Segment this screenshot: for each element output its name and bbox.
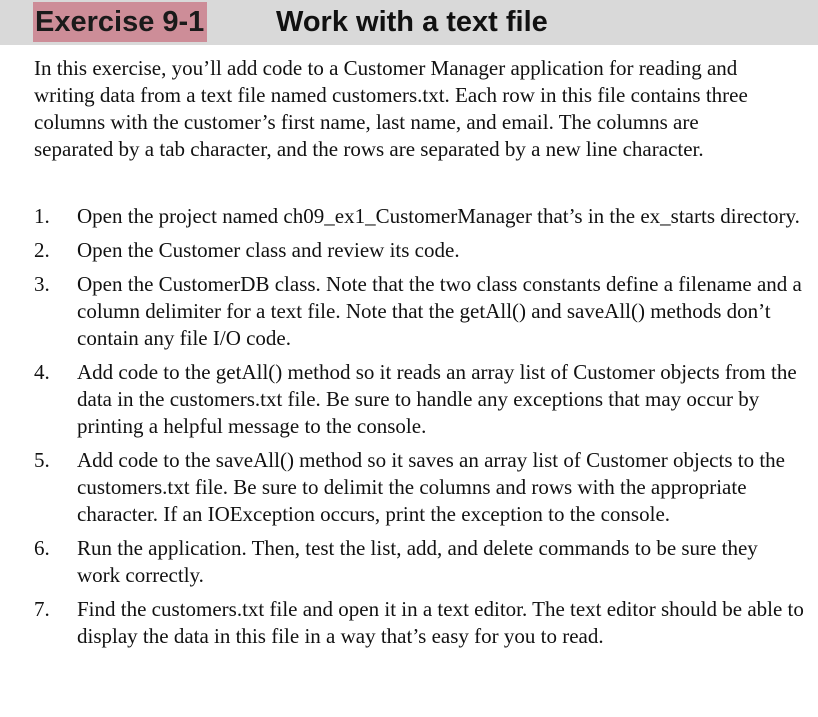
step-text: Open the project named ch09_ex1_CustomerManager that’s in the ex_starts directory. [77, 204, 800, 228]
list-item [34, 596, 804, 650]
step-number: 6. [34, 536, 50, 560]
step-number: 7. [34, 597, 50, 621]
step-text: Open the CustomerDB class. Note that the two class constants define a filename and a column delimiter for a text file. Note that the getAll() and saveAll() methods don’t contain any file I/O code. [77, 272, 802, 350]
step-text: Run the application. Then, test the list, add, and delete commands to be sure they work correctly. [77, 536, 758, 587]
step-text: Add code to the saveAll() method so it saves an array list of Customer objects to the customers.txt file. Be sure to delimit the columns and rows with the appropriate character. If an IOException occurs, print the exception to the console. [77, 448, 786, 526]
step-number: 3. [34, 272, 50, 296]
exercise-number: Exercise 9-1 [33, 2, 207, 42]
step-number: 1. [34, 204, 50, 228]
steps-list [34, 203, 804, 657]
step-number: 5. [34, 448, 50, 472]
step-text: Find the customers.txt file and open it in a text editor. The text editor should be able to display the data in this file in a way that’s easy for you to read. [77, 597, 804, 648]
step-text: Add code to the getAll() method so it reads an array list of Customer objects from the data in the customers.txt file. Be sure to handle any exceptions that may occur by printing a helpful message to the console. [77, 360, 797, 438]
list-item [34, 237, 804, 264]
intro-paragraph: In this exercise, you’ll add code to a Customer Manager application for reading and writing data from a text file named customers.txt. Each row in this file contains three columns with the customer’s first name, last name, and email. The columns are separated by a tab character, and the rows are separated by a new line character. [34, 56, 748, 161]
list-item [34, 359, 804, 440]
header-bar [0, 0, 818, 45]
list-item [34, 203, 804, 230]
step-text: Open the Customer class and review its code. [77, 238, 460, 262]
step-number: 2. [34, 238, 50, 262]
list-item [34, 271, 804, 352]
exercise-title: Work with a text file [276, 6, 548, 38]
list-item [34, 535, 804, 589]
step-number: 4. [34, 360, 50, 384]
list-item [34, 447, 804, 528]
